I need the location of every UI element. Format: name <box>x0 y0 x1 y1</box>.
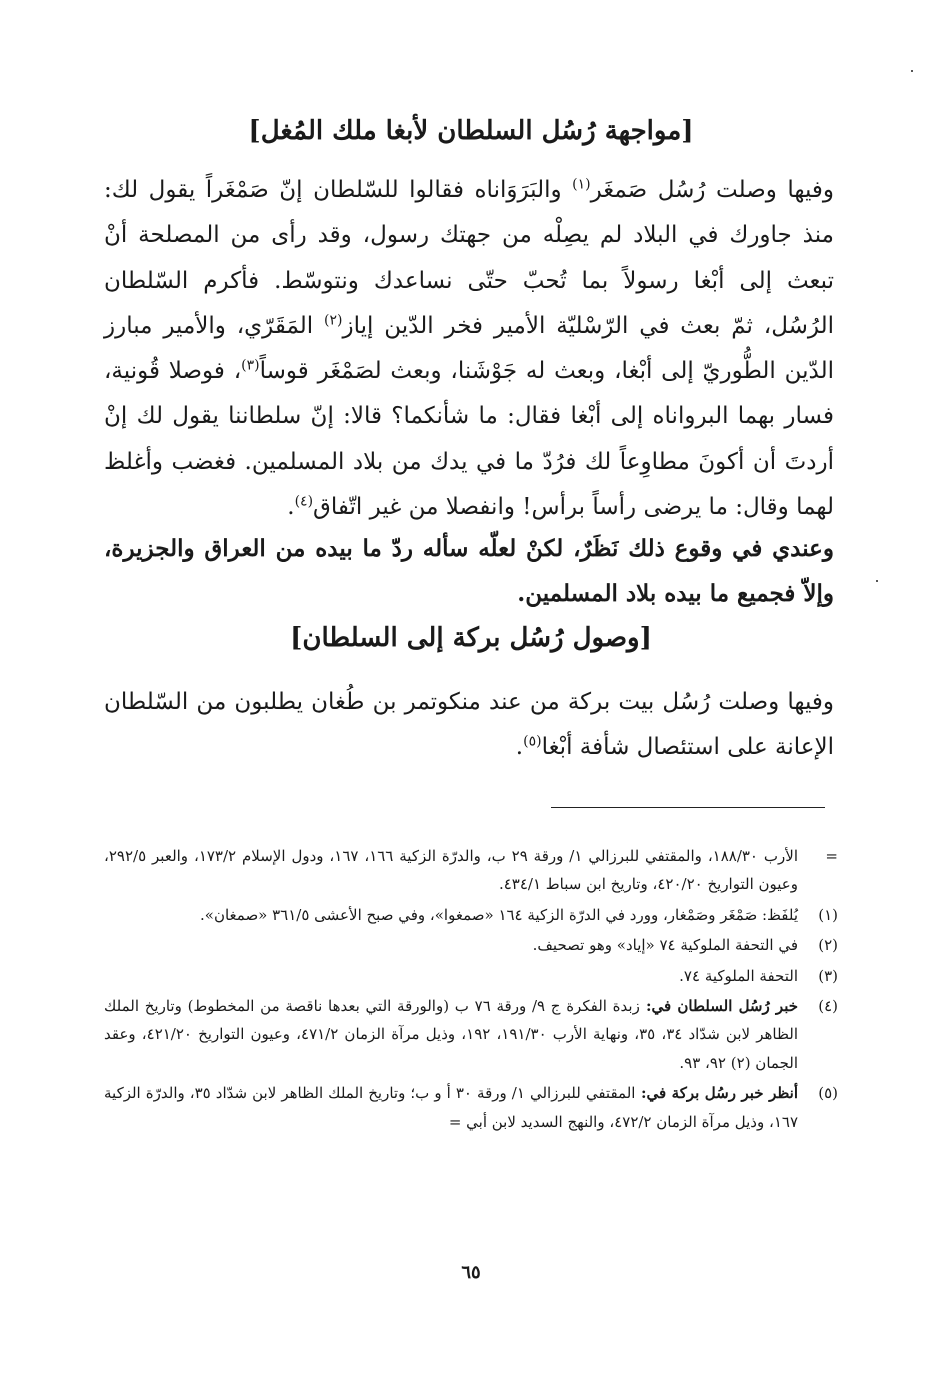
footnote-text <box>104 992 798 1077</box>
footnote-5 <box>104 1079 838 1136</box>
page-number: ٦٥ <box>461 1262 481 1283</box>
footnote-continued <box>104 842 838 899</box>
footnotes-list <box>104 842 838 1138</box>
paragraph-text: وفيها وصلت رُسُل بيت بركة من عند منكوتمر بن طُغان يطلبون من السّلطان الإعانة على استئصال شأفة أبْغا <box>104 689 834 761</box>
section-heading-berke-envoys: [وصول رُسُل بركة إلى السلطان] <box>290 623 652 653</box>
paragraph-text: وفيها وصلت رُسُل صَمغَر <box>590 177 834 203</box>
footnote-lead: خبر رُسُل السلطان في: <box>639 997 798 1016</box>
paragraph-text: . <box>515 734 524 761</box>
footnote-2 <box>104 931 838 959</box>
footnote-body: المقتفي للبرزالي ١/ ورقة ٣٠ أ و ب؛ وتاريخ الملك الظاهر لابن شدّاد ٣٥، والدرّة الزكية ١٦٧، وذيل مرآة الزمان ٤٧٢/٢، والنهج السديد لابن أبي = <box>104 1084 798 1131</box>
footnote-4 <box>104 992 838 1077</box>
footnote-lead: أنظر خبر رسُل بركة في: <box>635 1084 798 1103</box>
footnote-text <box>104 1079 798 1136</box>
paragraph-author-comment: وعندي في وقوع ذلك نَظَرٌ، لكنْ لعلّه سأله ردّ ما بيده من العراق والجزيرة، وإلاّ فجميع ما بيده بلاد المسلمين. <box>104 535 834 608</box>
section-heading-envoys-to-abagha: [مواجهة رُسُل السلطان لأبغا ملك المُغل] <box>248 116 694 146</box>
footnote-label: (٤) <box>818 997 838 1016</box>
paragraph-text: والبَرَوَاناه فقالوا للسّلطان إنّ صَمْغَراً يقول لك: منذ جاورك في البلاد لم يصِلْه من جهتك رسول، وقد رأى من المصلحة أنْ تبعث إلى أبْغا رسولاً بما تُحبّ حتّى نساعدك ونتوسّط. فأكرم السّلطان الرُسُل، ثمّ بعث في الرّسْليّة الأمير فخر الدّين إياز <box>104 177 834 339</box>
footnote-label: (١) <box>818 905 838 924</box>
footnote-body: زبدة الفكرة ج ٩/ ورقة ٧٦ ب (والورقة التي بعدها ناقصة من المخطوط) وتاريخ الملك الظاهر لابن شدّاد ٣٤، ٣٥، ونهاية الأرب ١٩١/٣٠، ١٩٢، وذيل مرآة الزمان ٤٧١/٢، وعيون التواريخ ٤٢١/٢٠، وعقد الجمان (٢) ٩٢، ٩٣. <box>104 997 799 1072</box>
scan-speck <box>876 580 878 582</box>
paragraph-text: . <box>287 494 295 521</box>
footnote-label: (٢) <box>818 936 838 955</box>
footnote-label: (٥) <box>818 1084 838 1103</box>
footnote-separator <box>551 807 825 808</box>
footnote-1 <box>104 901 838 929</box>
paragraph-berke-envoys <box>104 680 834 771</box>
paragraph-envoys-abagha <box>104 168 834 530</box>
footnote-text: التحفة الملوكية ٧٤. <box>679 966 798 985</box>
footnote-label: = <box>825 847 838 865</box>
footnote-text: الأرب ١٨٨/٣٠، والمقتفي للبرزالي ١/ ورقة ٢٩ ب، والدرّة الزكية ١٦٦، ١٦٧، ودول الإسلام ١٧٣/٢، والعبر ٢٩٢/٥، وعيون التواريخ ٤٢٠/٢٠، وتاريخ ابن سباط ٤٣٤/١. <box>104 847 798 894</box>
scan-speck <box>911 70 913 72</box>
footnote-text: يُلفَظ: صَمْغَر وصَمْغار، وورد في الدرّة الزكية ١٦٤ «صمغوا»، وفي صبح الأعشى ٣٦١/٥ «صمغان». <box>200 905 798 924</box>
footnote-marker-5: (٥) <box>523 733 542 750</box>
paragraph-text: المَقَرّي، والأمير مبارز الدّين الطُّوريّ إلى أبْغا، وبعث له جَوْشَنا، وبعث لصَمْغَر قوساً <box>104 312 834 385</box>
footnote-marker-1: (١) <box>572 176 591 193</box>
footnote-3 <box>104 962 838 990</box>
footnote-marker-3: (٣) <box>241 357 260 374</box>
footnote-text: في التحفة الملوكية ٧٤ «إياد» وهو تصحيف. <box>532 936 798 955</box>
footnote-marker-2: (٢) <box>324 312 343 329</box>
footnote-marker-4: (٤) <box>294 493 314 510</box>
paragraph-text: ، فوصلا قُونية، فسار بهما البرواناه إلى أبْغا فقال: ما شأنكما؟ قالا: إنّ سلطاننا يقول لك إنْ أردتَ أن أكونَ مطاوِعاً لك فرُدّ ما في يدك من بلاد المسلمين. فغضب وأغلظ لهما وقال: ما يرضى رأساً برأس! وانفصلا من غير اتّفاق <box>104 358 834 521</box>
footnote-label: (٣) <box>818 966 838 985</box>
